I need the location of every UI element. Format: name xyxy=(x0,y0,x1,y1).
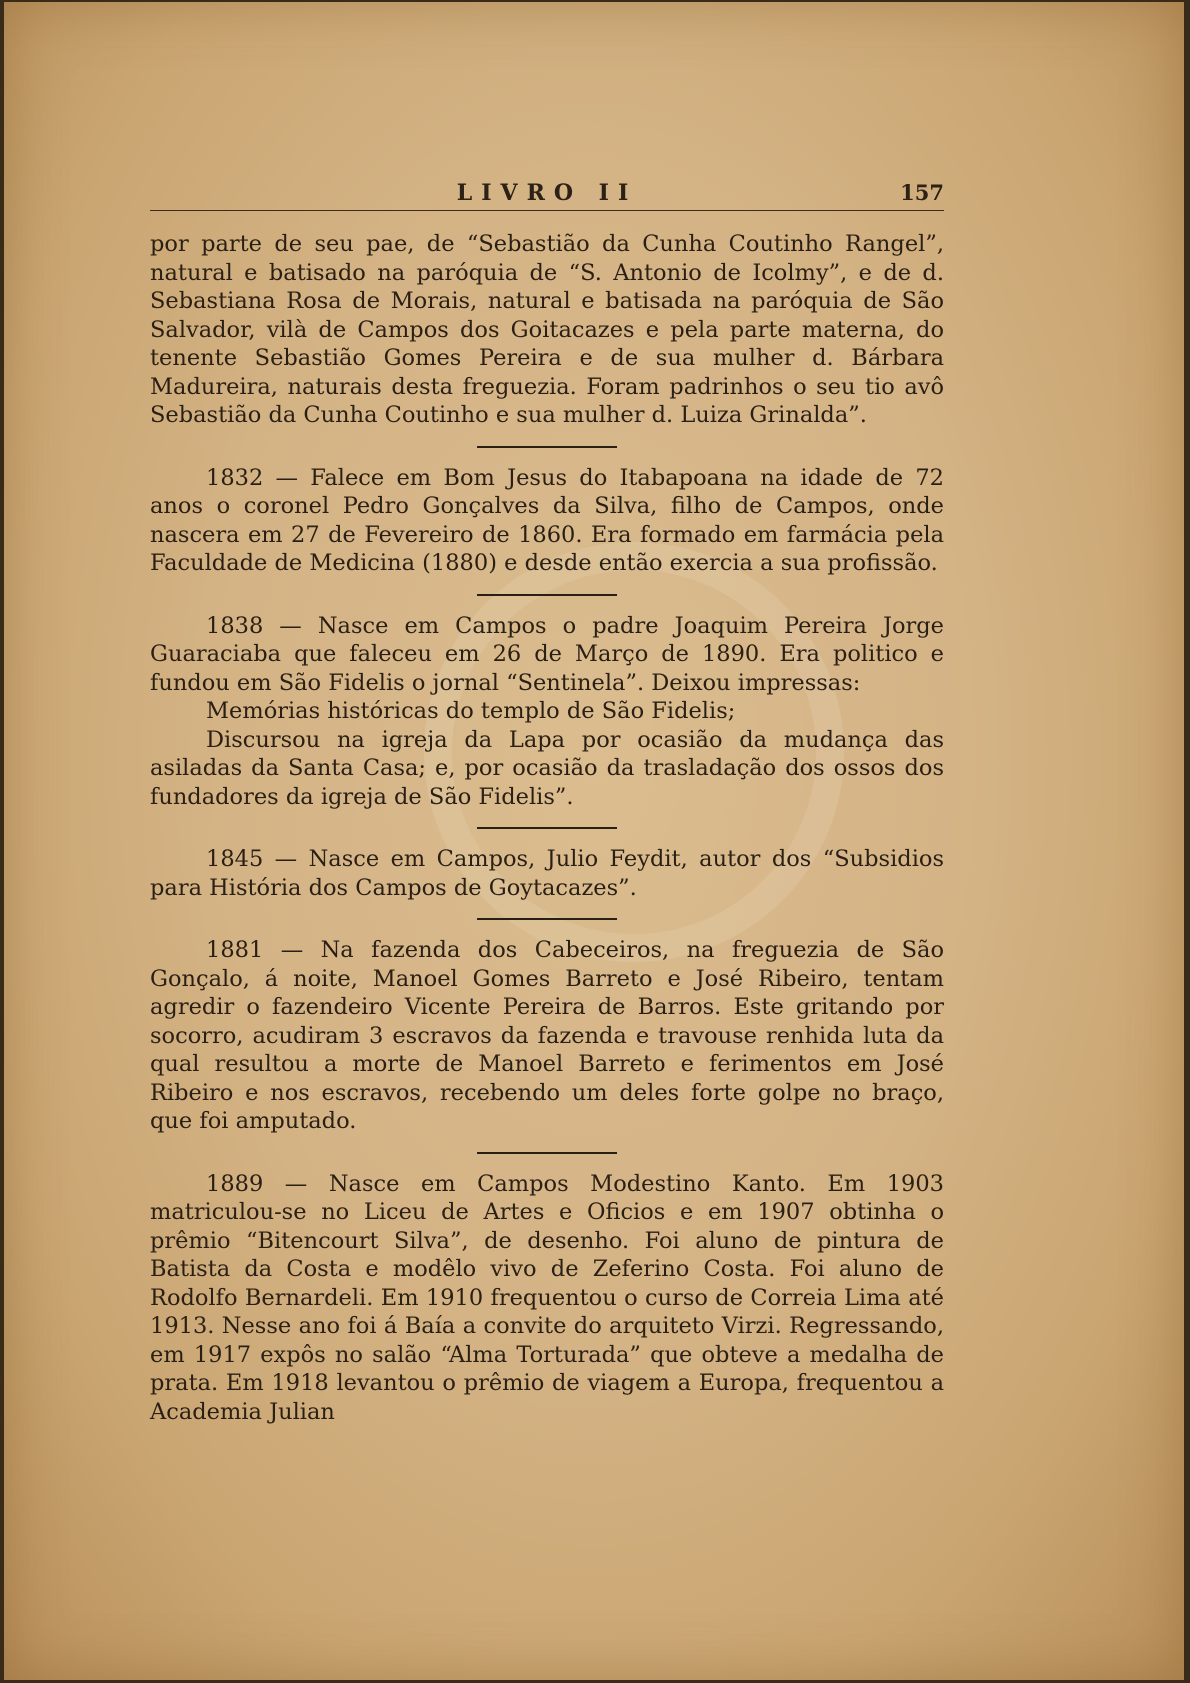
section-separator xyxy=(477,446,617,448)
paragraph-1832: 1832 — Falece em Bom Jesus do Itabapoana na idade de 72 anos o coronel Pedro Gonçalves da Silva, filho de Campos, onde nascera em 27 de Fevereiro de 1860. Era formado em farmácia pela Faculdade de Medicina (1880) e desde então exercia a sua profissão. xyxy=(150,464,944,576)
paragraph-1889: 1889 — Nasce em Campos Modestino Kanto. Em 1903 matriculou-se no Liceu de Artes e Oficios e em 1907 obtinha o prêmio “Bitencourt Silva”, de desenho. Foi aluno de pintura de Batista da Costa e modêlo vivo de Zeferino Costa. Foi aluno de Rodolfo Bernardeli. Em 1910 frequentou o curso de Correia Lima até 1913. Nesse ano foi á Baía a convite do arquiteto Virzi. Regressando, em 1917 expôs no salão “Alma Torturada” que obteve a medalha de prata. Em 1918 levantou o prêmio de viagem a Europa, frequentou a Academia Julian xyxy=(150,1170,944,1425)
page-number: 157 xyxy=(900,180,944,205)
section-separator xyxy=(477,594,617,596)
paragraph-memorias: Memórias históricas do templo de São Fidelis; xyxy=(206,698,736,724)
paragraph-discursou: Discursou na igreja da Lapa por ocasião da mudança das asiladas da Santa Casa; e, por ocasião da trasladação dos ossos dos fundadores da igreja de São Fidelis”. xyxy=(150,726,944,810)
paragraph-continuation: por parte de seu pae, de “Sebastião da Cunha Coutinho Rangel”, natural e batisado na paróquia de “S. Antonio de Icolmy”, e de d. Sebastiana Rosa de Morais, natural e batisada na paróquia de São Salvador, vilà de Campos dos Goitacazes e pela parte materna, do tenente Sebastião Gomes Pereira e de sua mulher d. Bárbara Madureira, naturais desta freguezia. Foram padrinhos o seu tio avô Sebastião da Cunha Coutinho e sua mulher d. Luiza Grinalda”. xyxy=(150,231,944,428)
paragraph-1845: 1845 — Nasce em Campos, Julio Feydit, autor dos “Subsidios para História dos Campos de Goytacazes”. xyxy=(150,846,944,901)
header-rule xyxy=(150,210,944,211)
book-page xyxy=(4,2,1184,1680)
section-separator xyxy=(477,918,617,920)
running-title: LIVRO II xyxy=(456,180,638,206)
paragraph-1881: 1881 — Na fazenda dos Cabeceiros, na freguezia de São Gonçalo, á noite, Manoel Gomes Barreto e José Ribeiro, tentam agredir o fazendeiro Vicente Pereira de Barros. Este gritando por socorro, acudiram 3 escravos da fazenda e travouse renhida luta da qual resultou a morte de Manoel Barreto e ferimentos em José Ribeiro e nos escravos, recebendo um deles forte golpe no braço, que foi amputado. xyxy=(150,937,944,1134)
section-separator xyxy=(477,1152,617,1154)
section-separator xyxy=(477,827,617,829)
body-text xyxy=(150,230,944,1426)
page-header xyxy=(150,180,944,212)
paragraph-1838: 1838 — Nasce em Campos o padre Joaquim Pereira Jorge Guaraciaba que faleceu em 26 de Março de 1890. Era politico e fundou em São Fidelis o jornal “Sentinela”. Deixou impressas: xyxy=(150,612,944,696)
